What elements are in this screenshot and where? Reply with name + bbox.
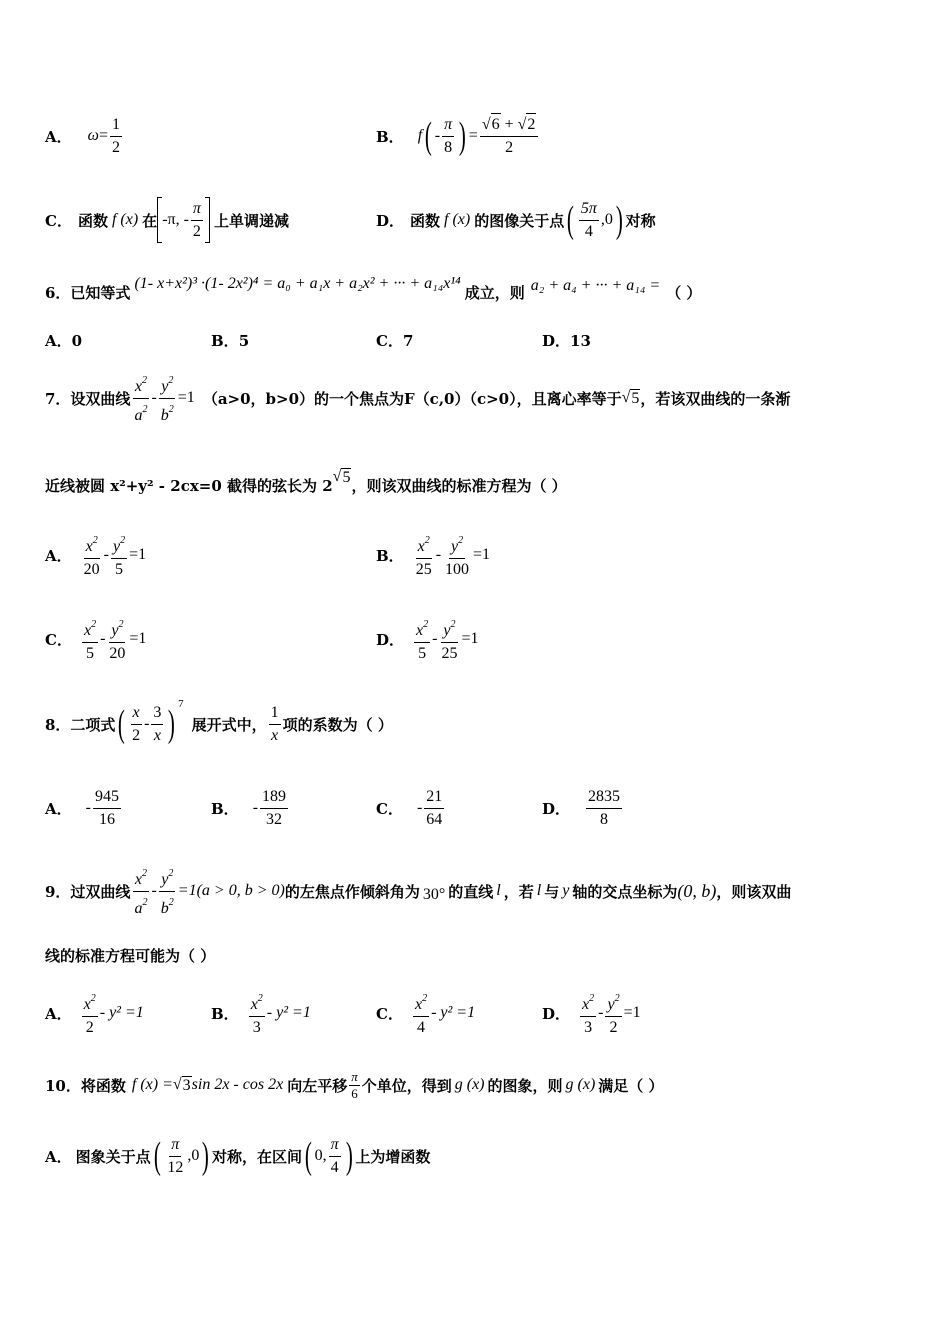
text: 函数 — [77, 211, 108, 230]
q8-option-d: D． $\frac{2835}{8}$ — [542, 787, 621, 828]
q6-option-a: A．0 — [45, 331, 83, 350]
q8-option-b: B． - $\frac{189}{32}$ — [211, 787, 287, 828]
q7-option-a: A． $\frac{x^2}{20}$ - $\frac{y^2}{5}$ =1 — [45, 525, 146, 585]
q9-option-a: A． $\frac{x^2}{2}$ - y² =1 — [45, 983, 144, 1043]
numerator: 1 — [110, 114, 122, 137]
question-number: 6．已知等式 — [45, 283, 131, 302]
fx: f (x) — [111, 211, 139, 228]
q10-stem: 10．将函数 f (x) = √ 3 sin 2x - cos 2x 向左平移 $\frac{\pi}{6}$ 个单位，得到 g (x) 的图象，则 g (x) 满足（ ） — [45, 1068, 664, 1101]
text: 成立，则 — [464, 283, 525, 302]
sqrt: √ 5 — [621, 389, 640, 407]
q10-option-a: A． 图象关于点 ( $\frac{\pi}{12}$ ,0 ) 对称，在区间 ( 0, $\frac{\pi}{4}$ ) 上为增函数 — [45, 1135, 431, 1177]
f-symbol: f — [417, 127, 423, 144]
q8-option-c: C． - $\frac{21}{64}$ — [376, 787, 443, 828]
answer-blank: （ ） — [666, 283, 702, 302]
q7-stem-line1: 7．设双曲线 $\frac{x^2}{a^2}$ - $\frac{y^2}{b^2}$ =1 （a>0，b>0）的一个焦点为F（c,0）（c>0），且离心率等于 √ 5 ，若该双曲线的一条渐 — [45, 368, 790, 428]
fraction — [442, 114, 454, 159]
text: ，则该双曲线的标准方程为（ ） — [351, 476, 567, 495]
numerator: √ 6 + √ 2 — [480, 113, 539, 137]
numerator: π — [442, 114, 454, 137]
q5-option-b — [376, 106, 540, 166]
q9-option-c: C． $\frac{x^2}{4}$ - y² =1 — [376, 983, 475, 1043]
identity-expression: (1- x+x²)³ ·(1- 2x²)⁴ = a₀ + a₁x + a₂x² + ··· + a₁₄x¹⁴ — [134, 275, 461, 292]
option-label: B． — [376, 127, 404, 146]
sqrt: √ 5 — [332, 468, 351, 486]
q8-stem: 8．二项式 ( $\frac{x}{2}$ - $\frac{3}{x}$ ) 7 展开式中， $\frac{1}{x}$ 项的系数为（ ） — [45, 698, 393, 745]
denominator: 2 — [192, 222, 201, 240]
tail: ,0 — [600, 211, 613, 228]
q6-option-c: C．7 — [376, 331, 414, 350]
text: 上单调递减 — [213, 211, 289, 230]
q9-stem-line2: 线的标准方程可能为（ ） — [45, 946, 216, 965]
q7-option-b: B． $\frac{x^2}{25}$ - $\frac{y^2}{100}$ =1 — [376, 525, 490, 585]
question-number: 7．设双曲线 — [45, 389, 131, 408]
question-number: 8．二项式 — [45, 715, 116, 734]
q7-option-c: C． $\frac{x^2}{5}$ - $\frac{y^2}{20}$ =1 — [45, 609, 146, 669]
option-label: C． — [45, 211, 72, 230]
q5-option-c — [45, 190, 289, 250]
denominator: 4 — [584, 222, 593, 240]
fraction — [579, 198, 599, 243]
denominator: 8 — [444, 138, 453, 156]
denominator: 2 — [505, 139, 514, 156]
text: 的图像关于点 — [474, 211, 565, 230]
omega: ω — [87, 127, 99, 144]
q5-option-d — [376, 190, 656, 250]
right-bracket — [205, 197, 210, 243]
fraction: $\frac{y^2}{b^2}$ — [159, 370, 176, 427]
fraction: $\frac{x^2}{a^2}$ — [132, 370, 149, 427]
q9-option-b: B． $\frac{x^2}{3}$ - y² =1 — [211, 983, 311, 1043]
interval: -π, - — [162, 211, 189, 228]
q7-option-d: D． $\frac{x^2}{5}$ - $\frac{y^2}{25}$ =1 — [376, 609, 478, 669]
text: 近线被圆 x²+y² - 2cx=0 截得的弦长为 2 — [45, 476, 333, 495]
q5-option-a — [45, 106, 124, 166]
q6-options — [45, 310, 905, 370]
text: 函数 — [410, 211, 441, 230]
numerator: π — [191, 198, 203, 221]
q7-stem-line2 — [45, 455, 567, 515]
denominator: 2 — [111, 138, 120, 156]
fraction — [110, 114, 122, 159]
question-number: 10．将函数 — [45, 1076, 126, 1095]
left-paren: ( — [424, 115, 432, 157]
right-paren: ) — [458, 115, 466, 157]
fx: f (x) — [444, 211, 471, 228]
right-paren: ) — [615, 199, 623, 241]
fraction — [191, 198, 203, 243]
text: 对称 — [625, 211, 656, 230]
text: （a>0，b>0）的一个焦点为F（c,0）（c>0），且离心率等于 — [202, 389, 622, 408]
q8-option-a: A． - $\frac{945}{16}$ — [45, 787, 119, 828]
equals: = — [98, 127, 108, 144]
left-paren: ( — [567, 199, 575, 241]
text: ，若该双曲线的一条渐 — [640, 389, 791, 408]
question-number: 9．过双曲线 — [45, 882, 131, 901]
option-label: D． — [376, 211, 405, 230]
sum-expression: a₂ + a₄ + ··· + a₁₄ = — [530, 277, 661, 294]
q9-stem-line1: 9．过双曲线 $\frac{x^2}{a^2}$ - $\frac{y^2}{b^2}$ =1(a > 0, b > 0) 的左焦点作倾斜角为 30° 的直线 l ，若 l 与 y 轴的交点坐标为 (0, b) ，则该双曲 — [45, 861, 791, 921]
q6-option-d: D．13 — [542, 331, 591, 350]
fraction — [480, 113, 539, 159]
q9-option-d: D． $\frac{x^2}{3}$ - $\frac{y^2}{2}$ =1 — [542, 983, 641, 1043]
q6-option-b: B．5 — [211, 331, 250, 350]
equals: = — [468, 127, 478, 144]
numerator: 5π — [579, 198, 599, 221]
text: 在 — [142, 211, 158, 230]
option-label: A． — [45, 127, 72, 146]
minus: - — [434, 127, 441, 144]
